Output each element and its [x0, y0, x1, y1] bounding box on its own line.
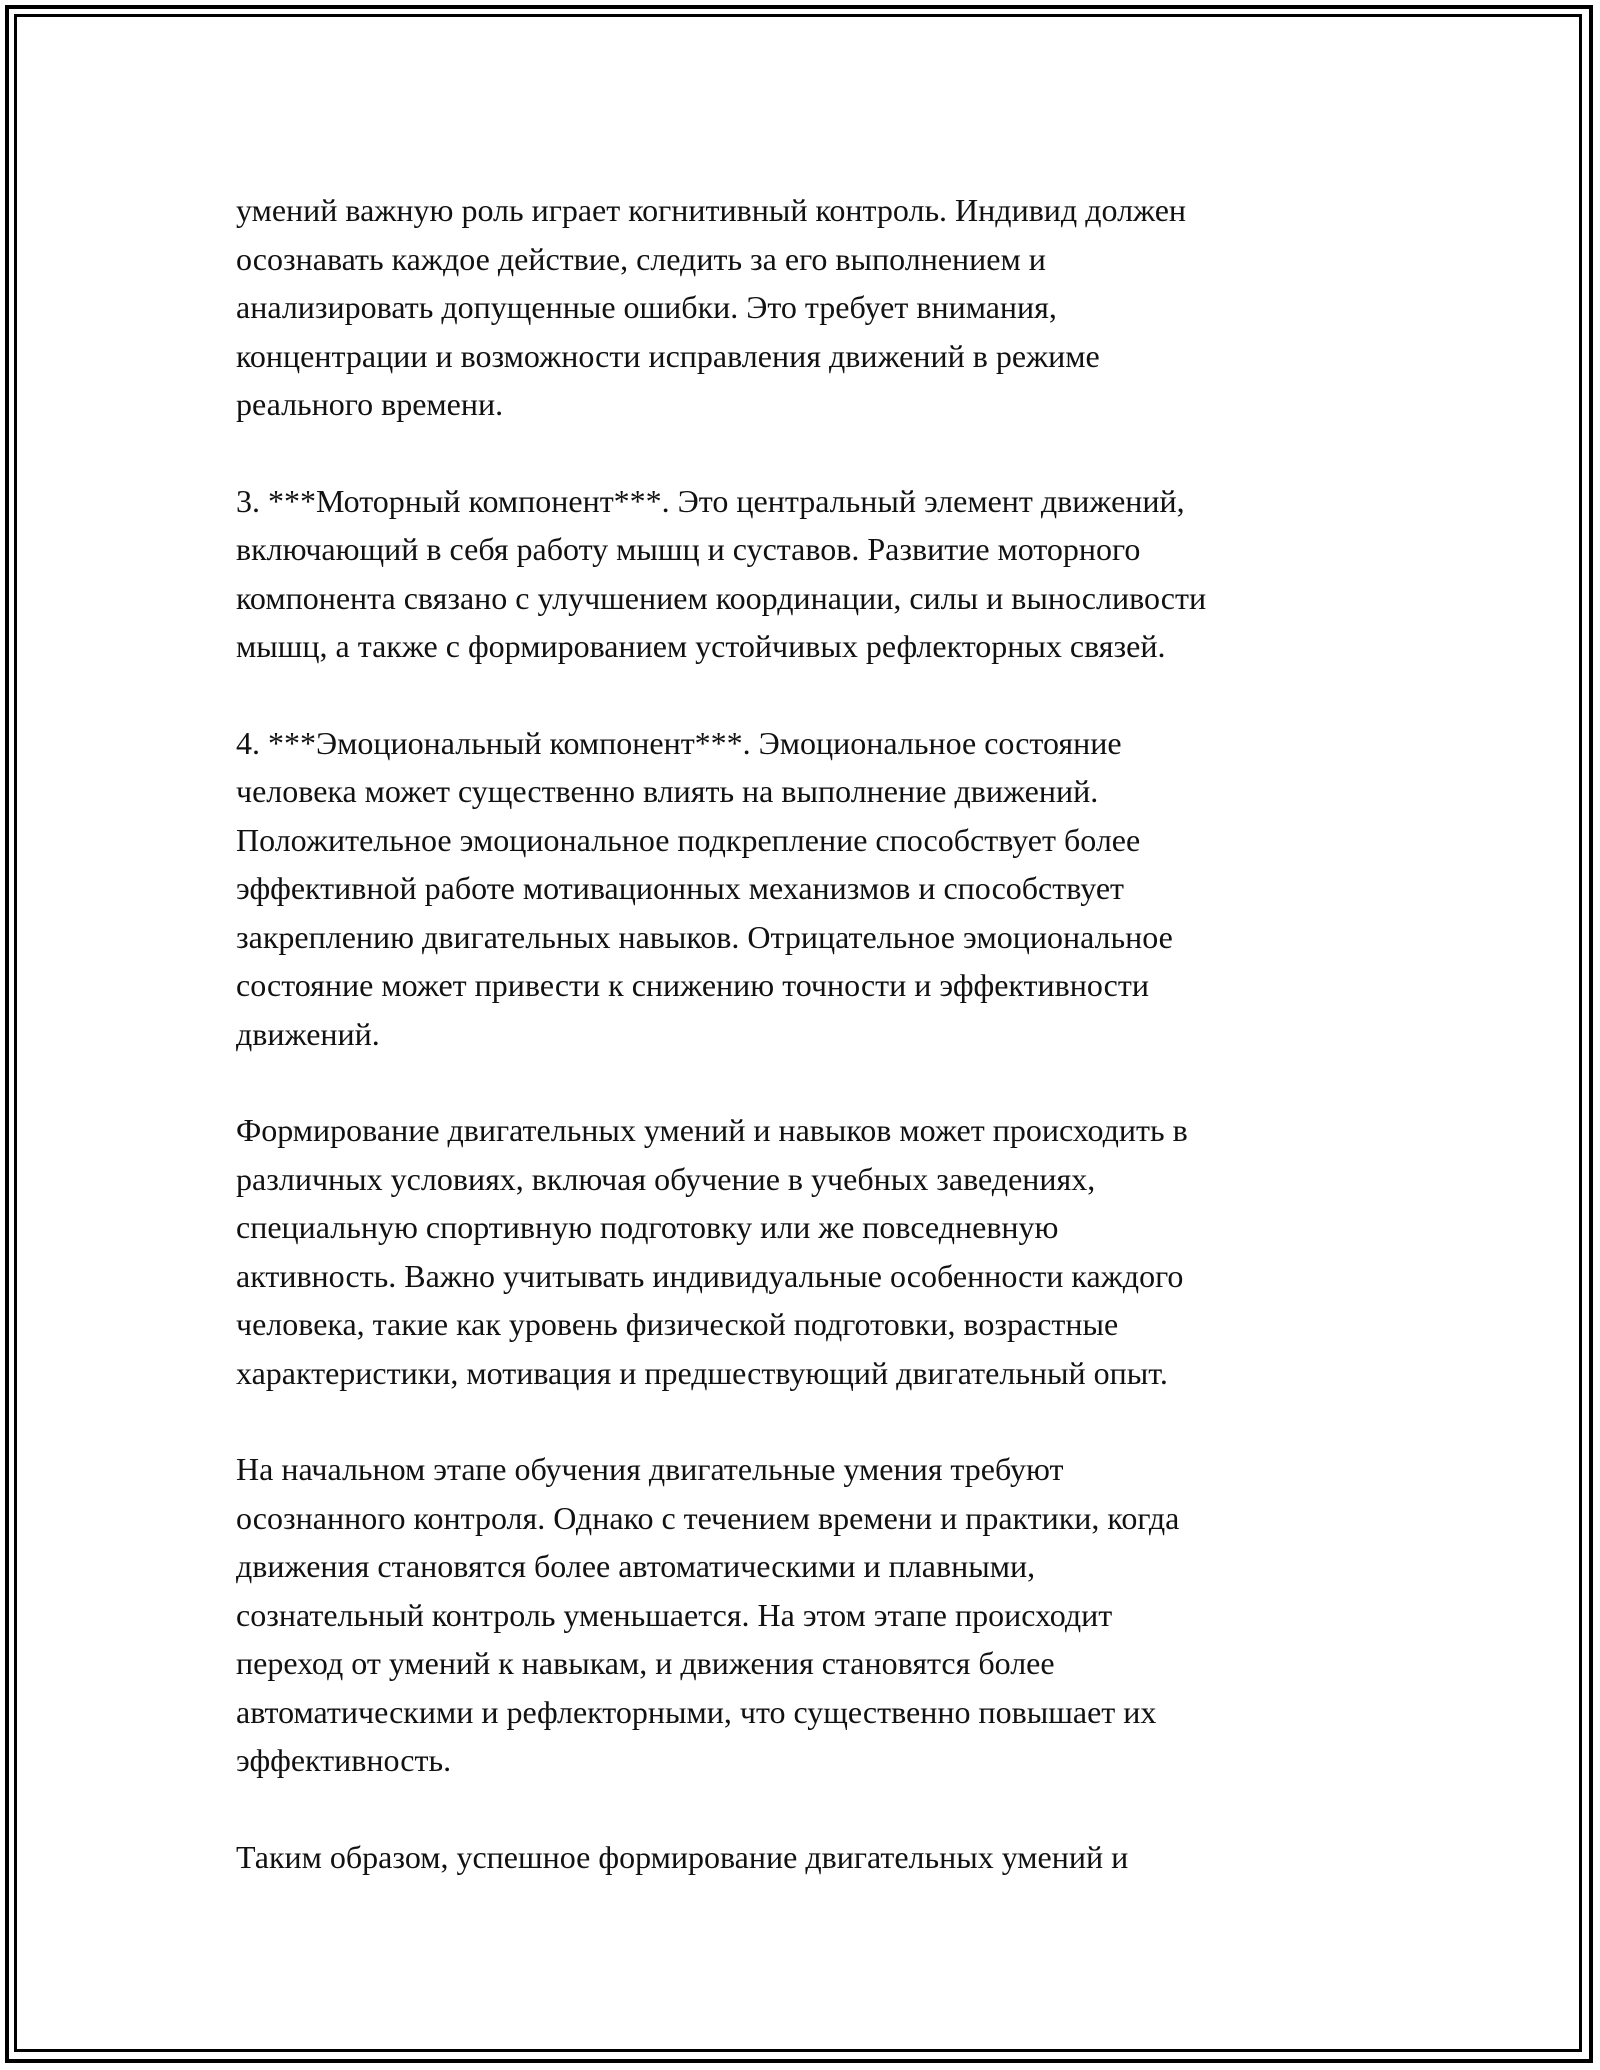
paragraph-cognitive-control: умений важную роль играет когнитивный контроль. Индивид должен осознавать каждое действие, следить за его выполнением и анализировать допущенные ошибки. Это требует внимания, концентрации и возможности исправления движений в режиме реального времени. [236, 192, 1187, 422]
paragraph-emotional-component: 4. ***Эмоциональный компонент***. Эмоциональное состояние человека может существенно влиять на выполнение движений. Положительное эмоциональное подкрепление способствует более эффективной работе мотивационных механизмов и способствует закреплению двигательных навыков. Отрицательное эмоциональное состояние может привести к снижению точности и эффективности движений. [236, 724, 1173, 1052]
document-body [236, 186, 1396, 1929]
paragraph-initial-stage: На начальном этапе обучения двигательные умения требуют осознанного контроля. Однако с течением времени и практики, когда движения становятся более автоматическими и плавными, сознательный контроль уменьшается. На этом этапе происходит переход от умений к навыкам, и движения становятся более автоматическими и рефлекторными, что существенно повышает их эффективность. [236, 1451, 1180, 1778]
paragraph-conclusion: Таким образом, успешное формирование двигательных умений и [236, 1838, 1129, 1875]
paragraph-motor-component: 3. ***Моторный компонент***. Это центральный элемент движений, включающий в себя работу мышц и суставов. Развитие моторного компонента связано с улучшением координации, силы и выносливости мышц, а также с формированием устойчивых рефлекторных связей. [236, 482, 1207, 664]
paragraph-formation-conditions: Формирование двигательных умений и навыков может происходить в различных условиях, включая обучение в учебных заведениях, специальную спортивную подготовку или же повседневную активность. Важно учитывать индивидуальные особенности каждого человека, такие как уровень физической подготовки, возрастные характеристики, мотивация и предшествующий двигательный опыт. [236, 1112, 1188, 1391]
